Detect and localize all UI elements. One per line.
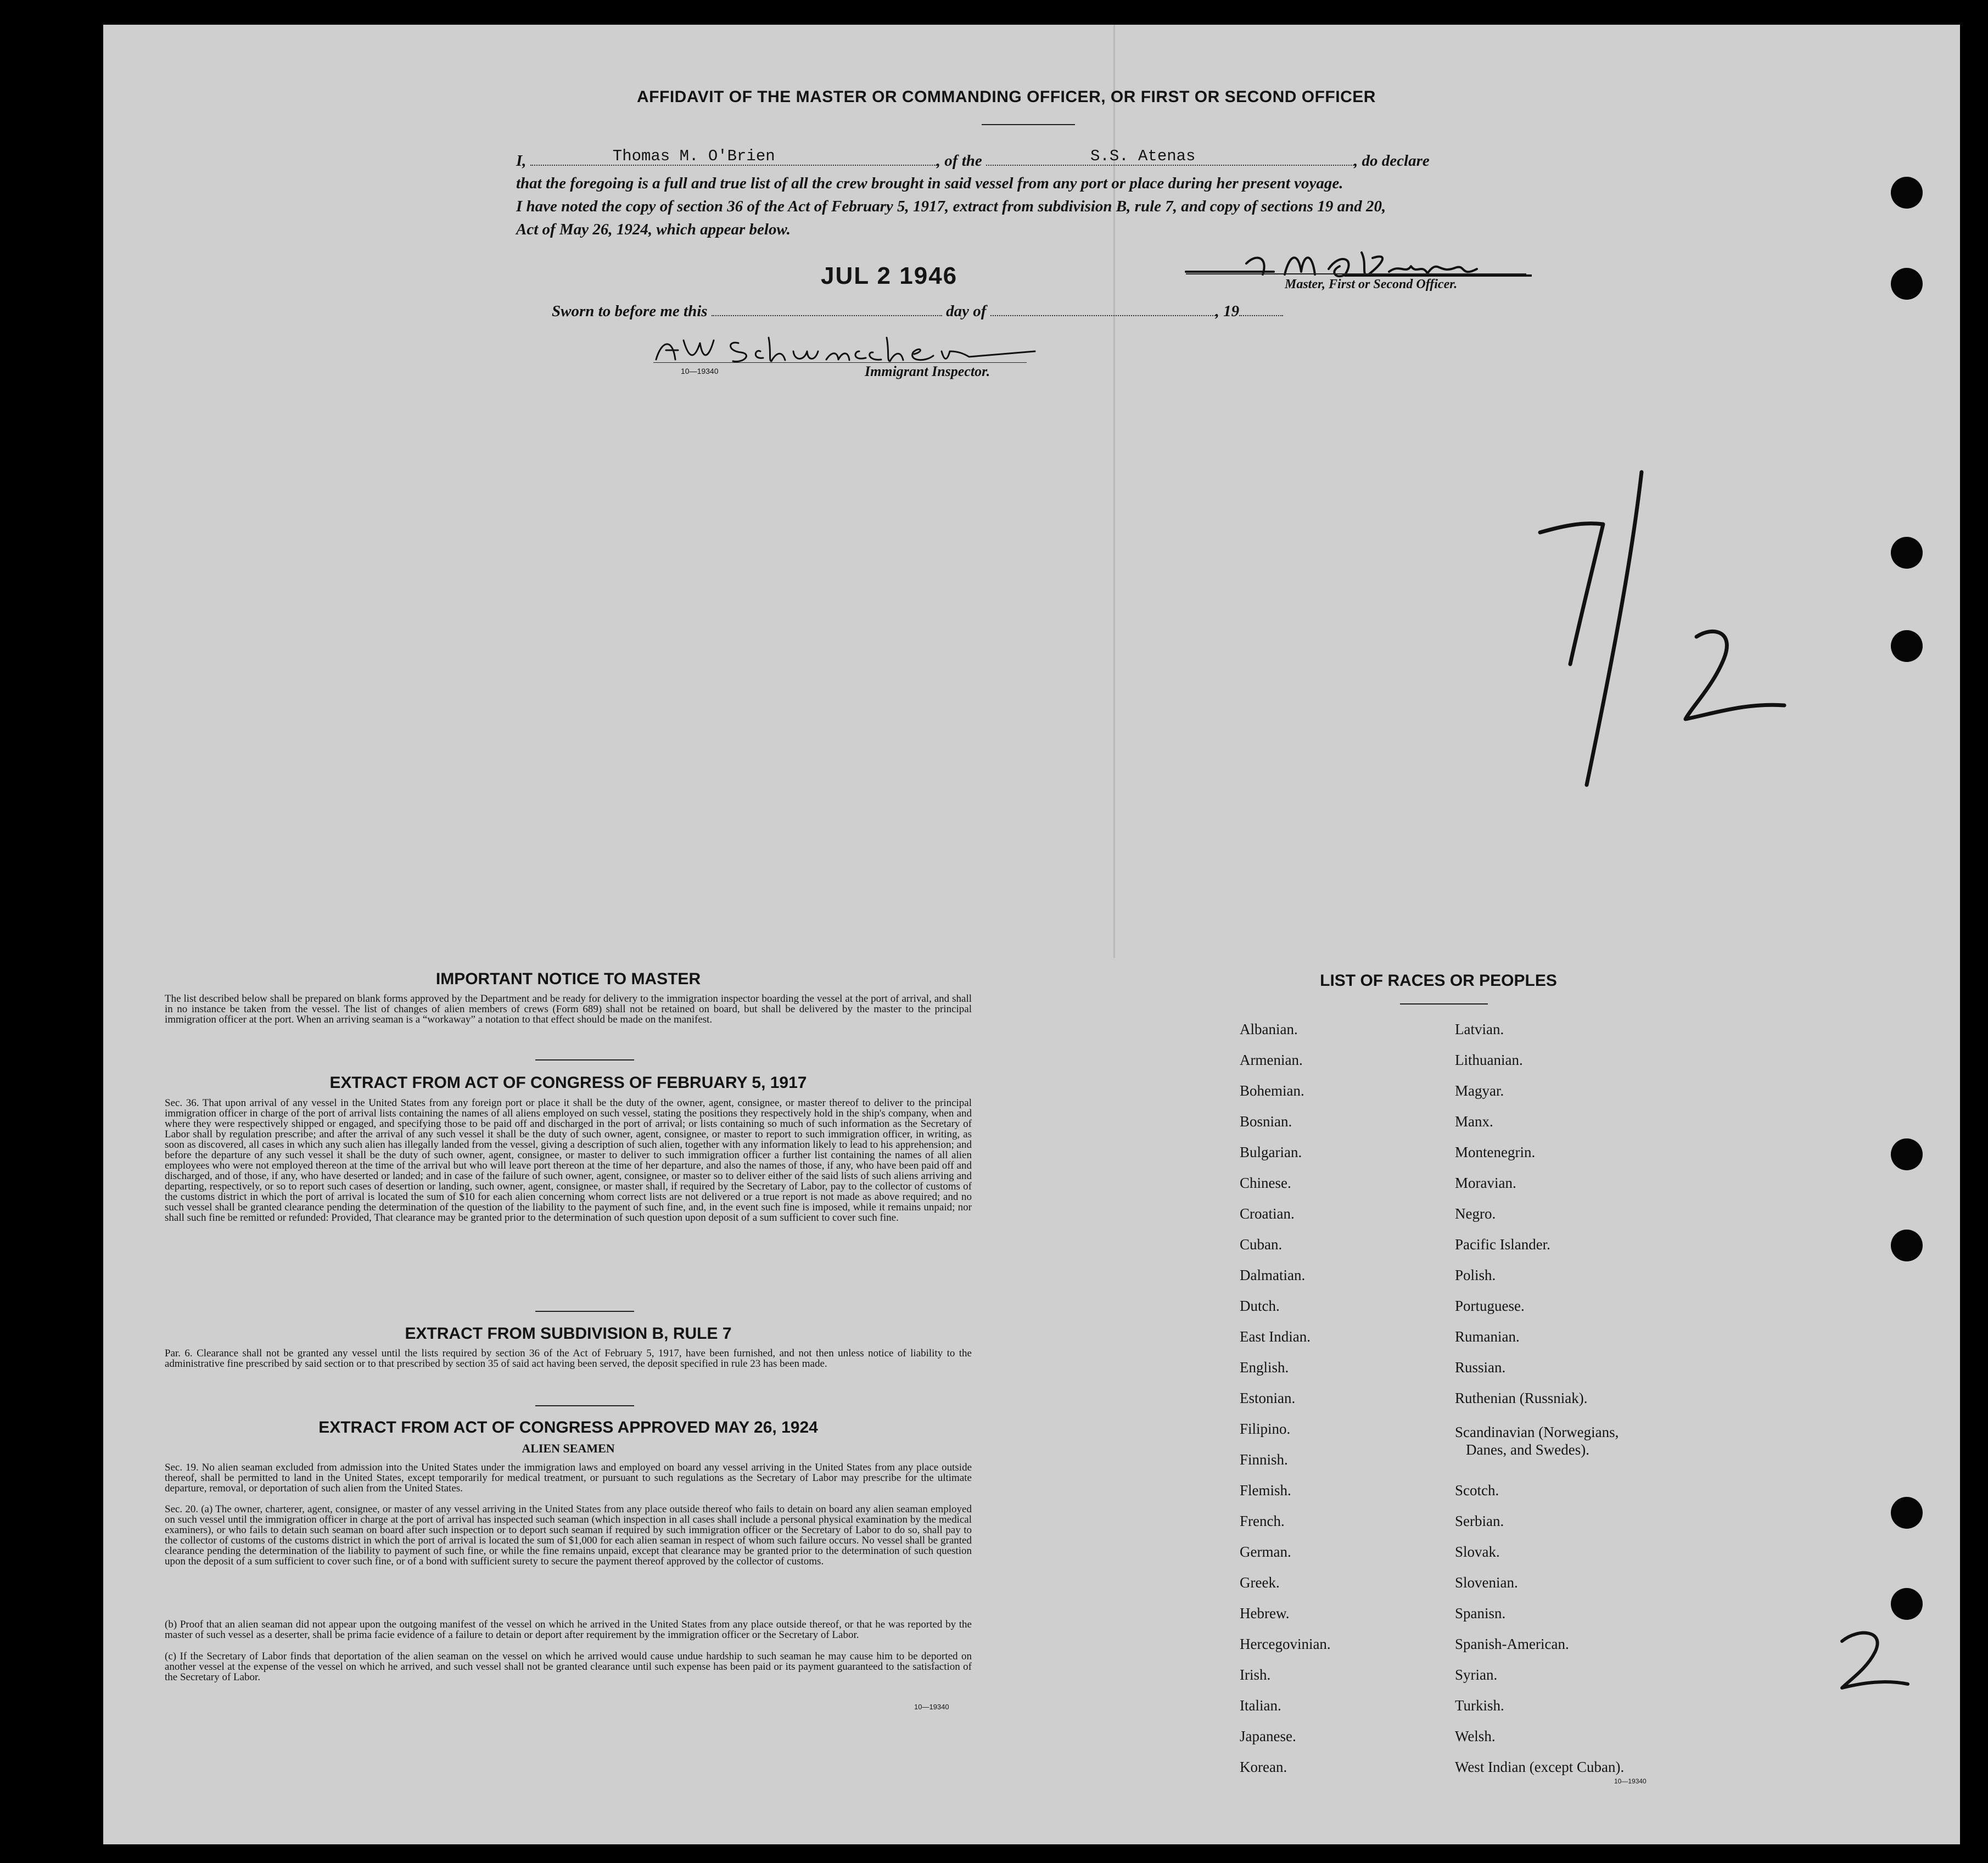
text-i: I, [516,152,527,170]
race-item: Spanisn. [1455,1605,1506,1621]
race-item: Scotch. [1455,1482,1499,1499]
race-item: Bosnian. [1240,1113,1292,1130]
notice-title: IMPORTANT NOTICE TO MASTER [435,970,701,988]
race-item: Bulgarian. [1240,1144,1302,1160]
signature-line [1186,273,1526,274]
race-item: Polish. [1455,1267,1496,1283]
race-item: German. [1240,1544,1291,1560]
text-of-the: , of the [936,152,982,170]
race-item: Scandinavian (Norwegians, [1455,1424,1619,1440]
punch-hole [1891,177,1923,209]
race-item: Syrian. [1455,1666,1498,1683]
handwritten-note-2 [1831,1625,1913,1696]
race-item: Hercegovinian. [1240,1636,1331,1652]
extract-1917-body: Sec. 36. That upon arrival of any vessel in the United States from any foreign port or place it shall be the duty of the owner, agent, consignee, or master thereof to deliver to the principal immigration officer in charge of the port of arrival lists containing the names of all aliens employed on such vessel, stating the positions they respectively hold in the ship's company, when and where they were respectively shipped or engaged, and specifying those to be paid off and discharged in the port of arrival; or lists containing so much of such information as the Secretary of Labor shall by regulation prescribe; and after the arrival of any such vessel it shall be the duty of such owner, agent, consignee, or master to report to such immigration officer, in writing, as soon as discovered, all cases in which any such alien has illegally landed from the vessel, giving a description of such alien, together with any information likely to lead to his apprehension; and before the departure of any such vessel it shall be the duty of such owner, agent, consignee, or master to deliver to such immigration officer a further list containing the names of all alien employees who were not employed thereon at the time of the arrival but who will leave port thereon at the time of her departure, and also the names of those, if any, who have been paid off and discharged, and of those, if any, who have deserted or landed; and in case of the failure of such owner, agent, consignee, or master so to deliver either of the said lists of such aliens arriving and departing, respectively, or so to report such cases of desertion or landing, such owner, agent, consignee, or master shall, if required by the Secretary of Labor, pay to the collector of customs of the customs district in which the port of arrival is located the sum of $10 for each alien concerning whom correct lists are not delivered or a true report is not made as above required; and no such vessel shall be granted clearance pending the determination of the question of the liability to the payment of such fine, and, in the event such fine is imposed, while it remains unpaid; nor shall such fine be remitted or refunded: Provided, That clearance may be granted prior to the determination of such question upon deposit of a sum sufficient to cover such fine. [165,1097,972,1224]
punch-hole [1891,537,1923,569]
race-item: Dutch. [1240,1298,1280,1314]
race-item: Russian. [1455,1359,1506,1376]
race-item: Turkish. [1455,1697,1504,1714]
divider [535,1059,634,1060]
race-item: Hebrew. [1240,1605,1290,1621]
vessel-name: S.S. Atenas [1090,147,1196,165]
punch-hole [1891,268,1923,300]
race-item: Finnish. [1240,1451,1288,1468]
handwritten-note-7-2 [1526,461,1801,790]
races-title: LIST OF RACES OR PEOPLES [1320,972,1557,990]
divider [535,1405,634,1406]
race-item: Portuguese. [1455,1298,1525,1314]
form-number: 10—19340 [914,1703,949,1711]
affidavit-line-2: that the foregoing is a full and true list of all the crew brought in said vessel from any port or place during her present voyage. [516,175,1343,192]
race-item: Albanian. [1240,1021,1298,1037]
race-item: Dalmatian. [1240,1267,1306,1283]
punch-hole [1891,1230,1923,1261]
race-item: Moravian. [1455,1175,1516,1191]
race-item: East Indian. [1240,1328,1311,1345]
race-item: Danes, and Swedes). [1466,1441,1589,1458]
race-item: Greek. [1240,1574,1280,1591]
punch-hole [1891,1497,1923,1529]
month-field [990,302,1216,316]
divider [535,1311,634,1312]
race-item: West Indian (except Cuban). [1455,1759,1625,1775]
race-item: Lithuanian. [1455,1052,1523,1068]
rule7-title: EXTRACT FROM SUBDIVISION B, RULE 7 [405,1325,732,1343]
race-item: Flemish. [1240,1482,1291,1499]
race-item: Irish. [1240,1666,1271,1683]
race-item: Italian. [1240,1697,1281,1714]
extract-1924-title: EXTRACT FROM ACT OF CONGRESS APPROVED MAY 26, 1924 [318,1418,818,1436]
extract-1917-title: EXTRACT FROM ACT OF CONGRESS OF FEBRUARY 5, 1917 [329,1074,807,1092]
text-sworn: Sworn to before me this [552,302,708,320]
race-item: Filipino. [1240,1421,1291,1437]
inspector-caption: Immigrant Inspector. [865,363,990,379]
sworn-line [552,302,1283,321]
race-item: Manx. [1455,1113,1493,1130]
sec20a-body: Sec. 20. (a) The owner, charterer, agent, consignee, or master of any vessel arriving in the United States from any place outside thereof who fails to detain on board any alien seaman employed on such vessel until the immigration officer in charge at the port of arrival has inspected such seaman (which inspection in all cases shall include a personal physical examination by the medical examiners), or who fails to detain such seaman on board after such inspection or to deport such seaman if required by such immigration officer or the Secretary of Labor to do so, shall pay to the collector of customs of the customs district in which the port of arrival is located the sum of $1,000 for each alien seaman in respect of whom such failure occurs. No vessel shall be granted clearance pending the determination of the liability to payment of such fine, or while the fine remains unpaid, except that clearance may be granted prior to the determination of such question upon the deposit of a sum sufficient to cover such fine, or of a bond with sufficient surety to secure the payment thereof approved by the collector of customs. [165,1503,972,1567]
text-do-declare: , do declare [1354,152,1430,170]
text-year: , 19 [1215,302,1240,320]
race-item: Japanese. [1240,1728,1296,1744]
punch-hole [1891,630,1923,662]
form-number: 10—19340 [1614,1777,1647,1785]
race-item: Croatian. [1240,1205,1295,1222]
race-item: Pacific Islander. [1455,1236,1550,1253]
race-item: Spanish-American. [1455,1636,1569,1652]
affidavit-title: AFFIDAVIT OF THE MASTER OR COMMANDING OFFICER, OR FIRST OR SECOND OFFICER [637,88,1376,106]
race-item: Magyar. [1455,1082,1504,1099]
race-item: Slovenian. [1455,1574,1518,1591]
race-item: Negro. [1455,1205,1496,1222]
affidavit-line-3: I have noted the copy of section 36 of the Act of February 5, 1917, extract from subdivision B, rule 7, and copy of sections 19 and 20, [516,198,1386,215]
affidavit-line-4: Act of May 26, 1924, which appear below. [516,221,791,238]
signature-caption: Master, First or Second Officer. [1285,277,1458,291]
race-item: Rumanian. [1455,1328,1520,1345]
race-item: Cuban. [1240,1236,1283,1253]
sec19-body: Sec. 19. No alien seaman excluded from admission into the United States under the immigration laws and employed on board any vessel arriving in the United States from any place outside thereof, shall be permitted to land in the United States, except temporarily for medical treatment, or pursuant to such regulations as the Secretary of Labor may prescribe for the ultimate departure, removal, or deportation of such alien from the United States. [165,1462,972,1494]
divider [1400,1003,1488,1005]
punch-hole [1891,1588,1923,1620]
notice-body: The list described below shall be prepared on blank forms approved by the Department and be ready for delivery to the immigration inspector boarding the vessel at the port of arrival, and shall in no instance be taken from the vessel. The list of changes of alien members of crews (Form 689) shall not be retained on board, but shall be delivered by the master to the principal immigration officer at the port. When an arriving seaman is a “workaway” a notation to that effect should be made on the manifest. [165,993,972,1025]
divider [982,124,1075,125]
affidavit-line-1 [516,147,1559,170]
race-item: English. [1240,1359,1289,1376]
race-item: Slovak. [1455,1544,1500,1560]
sec20c-body: (c) If the Secretary of Labor finds that deportation of the alien seaman on the vessel on which he arrived would cause undue hardship to such seaman he may cause him to be deported on another vessel at the expense of the vessel on which he arrived, and such vessel shall not be granted clearance until such expense has been paid or its payment guaranteed to the satisfaction of the Secretary of Labor. [165,1651,972,1683]
race-item: Chinese. [1240,1175,1291,1191]
form-number: 10—19340 [681,367,719,375]
race-item: Serbian. [1455,1513,1504,1529]
race-item: Estonian. [1240,1390,1296,1406]
rule7-body: Par. 6. Clearance shall not be granted any vessel until the lists required by section 36 of the Act of February 5, 1917, have been furnished, and not then unless notice of liability to the administrative fine prescribed by said section or to that prescribed by section 35 of said act having been served, the deposit specified in rule 23 has been made. [165,1348,972,1370]
master-name: Thomas M. O'Brien [612,147,775,165]
document-sheet [103,25,1960,1844]
race-item: Welsh. [1455,1728,1496,1744]
race-item: French. [1240,1513,1285,1529]
vessel-name-field [986,147,1354,166]
punch-hole [1891,1138,1923,1170]
inspector-line [653,362,1027,363]
race-item: Bohemian. [1240,1082,1304,1099]
day-field [712,302,942,316]
race-item: Ruthenian (Russniak). [1455,1390,1588,1406]
sec20b-body: (b) Proof that an alien seaman did not appear upon the outgoing manifest of the vessel on which he arrived in the United States from any place outside thereof, or that he was reported by the master of such vessel as a deserter, shall be prima facie evidence of a failure to detain or deport after requirement by the immigration officer or the Secretary of Labor. [165,1619,972,1641]
master-name-field [530,147,937,166]
year-field [1239,302,1283,316]
date-stamp: JUL 2 1946 [821,262,958,289]
race-item: Latvian. [1455,1021,1504,1037]
text-day-of: day of [946,302,987,320]
race-item: Korean. [1240,1759,1287,1775]
race-item: Montenegrin. [1455,1144,1536,1160]
alien-seamen-subtitle: ALIEN SEAMEN [522,1441,615,1455]
race-item: Armenian. [1240,1052,1303,1068]
